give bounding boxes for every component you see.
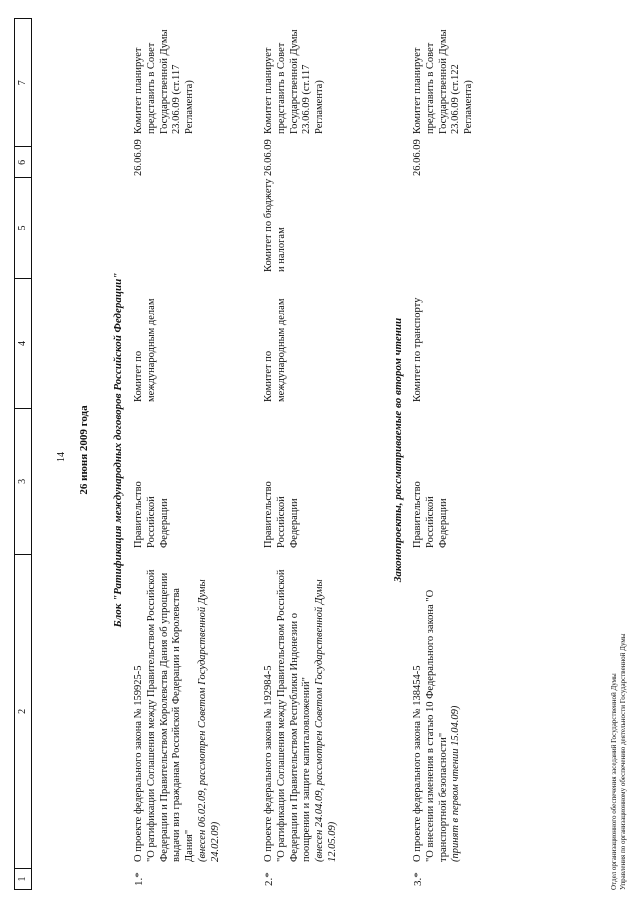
bill-note: (внесен 24.04.09, рассмотрен Советом Государственной Думы 12.05.09) [314, 579, 338, 862]
date-title: 26 июня 2009 года [78, 405, 90, 495]
bill-intro: О проекте федерального закона № 159925-5 [133, 665, 144, 862]
header-col-3: 3 [15, 408, 31, 553]
header-col-6: 6 [15, 146, 31, 177]
header-col-4: 4 [15, 278, 31, 408]
date-cell: 26.06.09 [133, 139, 144, 176]
bill-cell [263, 562, 340, 862]
bill-note: (внесен 06.02.09, рассмотрен Советом Государственной Думы 24.02.09) [196, 579, 221, 862]
bill-cell [133, 562, 223, 862]
co-committee-cell: Комитет по бюджету и налогам [263, 178, 287, 272]
row-number: 3.* [412, 872, 424, 886]
header-col-7: 7 [17, 80, 28, 86]
footer-line-1: Отдел организационного обеспечения заседаний Государственной Думы [610, 673, 618, 890]
bill-intro: О проекте федерального закона № 138454-5 [412, 665, 423, 862]
bill-cell [412, 562, 463, 862]
header-col-2: 2 [15, 554, 31, 869]
initiator-cell: Правительство Российской Федерации [133, 481, 170, 548]
page-number: 14 [56, 452, 67, 462]
row-number: 2.* [263, 872, 275, 886]
date-cell: 26.06.09 [263, 139, 274, 176]
bill-body: "О ратификации Соглашения между Правительством Российской Федерации и Правительством Республики Индонезии о поощрении и защите капиталовложений" [275, 569, 313, 862]
committee-cell: Комитет по транспорту [412, 297, 423, 402]
section-title: Блок "Ратификация международных договоров Российской Федерации" [112, 272, 124, 628]
initiator-cell: Правительство Российской Федерации [412, 481, 449, 548]
bill-body: "О внесении изменения в статью 10 Федерального закона "О транспортной безопасности" [424, 589, 449, 862]
initiator-cell: Правительство Российской Федерации [263, 481, 300, 548]
committee-cell: Комитет по международным делам [263, 298, 287, 402]
footer-line-2: Управления по организационному обеспечению деятельности Государственной Думы [618, 633, 627, 890]
header-col-1: 1 [15, 868, 31, 889]
note-cell: Комитет планирует представить в Совет Государственной Думы 23.06.09 (ст.117 Регламента) [263, 29, 326, 134]
bill-intro: О проекте федерального закона № 192984-5 [263, 665, 274, 862]
bill-body: "О ратификации Соглашения между Правительством Российской Федерации и Правительством Королевства Дания об упрощении выдачи виз гражданам Российской Федерации и Королевства Дания" [145, 569, 196, 862]
table-header-row [14, 18, 32, 890]
note-cell: Комитет планирует представить в Совет Государственной Думы 23.06.09 (ст.122 Регламента) [412, 29, 475, 134]
date-cell: 26.06.09 [412, 139, 423, 176]
footer [610, 634, 628, 890]
section-title: Законопроекты, рассматриваемые во втором чтении [392, 317, 404, 583]
committee-cell: Комитет по международным делам [133, 298, 157, 402]
note-cell: Комитет планирует представить в Совет Государственной Думы 23.06.09 (ст.117 Регламента) [133, 29, 196, 134]
row-number: 1.* [133, 872, 145, 886]
bill-note: (принят в первом чтении 15.04.09) [450, 705, 462, 862]
header-col-5: 5 [15, 177, 31, 278]
